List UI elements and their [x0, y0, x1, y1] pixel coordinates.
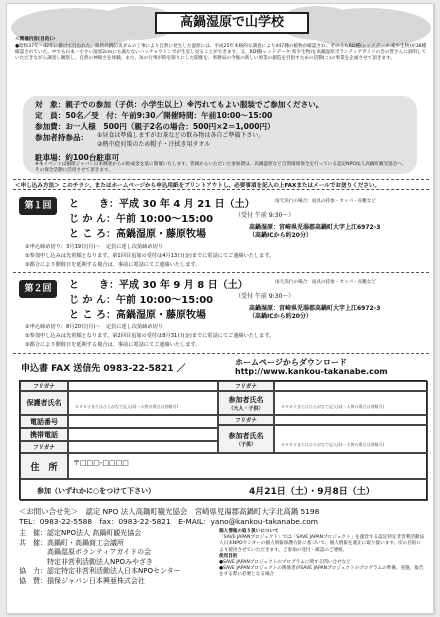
participant-child-title: 参加者氏名 [228, 431, 264, 440]
hint-text: カタカナまたはひらがなで記入(同一人物の場合は省略可) [281, 442, 385, 447]
fax-label: 申込書 FAX 送信先 0983-22-5821 ／ [21, 364, 186, 374]
session2-reception: （受付 午前 9:30～） [235, 293, 295, 300]
participant-child-sub: （子供） [235, 441, 256, 448]
intro-text: ●昭和37年～42年に掛けて行われた、県営高鍋防災ダムの工事により自然に発生した湿原には、平成25年本格的な調査により447種の植物が確認され、そのうちRD種(レッドデータ:希少生物)が38種確認されていた。中でも日本一小さい湿原2cmにも満たないハッチョウトンボが生息し見ることができます。又、RD種(レッドデータ:希少生物)を高鍋湿原ボランティアガイドの会の皆さんに説明していただきながら調査し観察し、自然の神秘さを体験。また、毎の行事が時を限りにした開催を、事務局の今後の新しい原業の創造を目指すための活動(こ)の事業を企画させて頂きます。 [15, 44, 427, 62]
mobile-label: 携帯電話 [20, 428, 68, 441]
guardian-label: 保護者氏名 [20, 391, 68, 415]
privacy-section [219, 529, 425, 579]
session2-address: 高鍋湿原：宮崎県児湯郡高鍋町大字上江6972-3 [249, 305, 381, 312]
session2-place: と こ ろ：高鍋湿原・藤原牧場 [69, 310, 206, 321]
furigana-child-field[interactable] [274, 415, 428, 425]
participant-adult-title: 参加者氏名 [228, 395, 264, 404]
session2-note-3: ③都合により開催日を延期する場合は、事前に電話にてご連絡いたします。 [25, 342, 201, 348]
guardian-name-field[interactable] [68, 391, 218, 415]
organizer-line: 協 賛：損保ジャパン日本興亜株式会社 [19, 576, 145, 585]
furigana-label-2: フリガナ [218, 381, 274, 391]
furigana-participant-field[interactable] [274, 381, 428, 391]
participant-adult-label [218, 391, 274, 415]
participation-dates[interactable]: 4月21日（土）・9月8日（土） [249, 487, 375, 497]
flyer-page [6, 3, 434, 614]
footnote-text: ※本イベントは損保ジャパン日本興亜からの助成金を基に開催いたします。皆様からいただいた参加費は、高鍋湿原など自然環境保全を行っている認定NPO法人高鍋町観光協会へ、その保全活動に活用させて頂きます。 [35, 162, 407, 174]
session2-note-1: ①申込締め切り：8月20日(月)～ 定員に達し次第締め切り [25, 324, 163, 330]
session2-time: じ か ん：午前 10:00～15:00 [69, 295, 214, 306]
inquiry-text: ＜お問い合せ先＞ 認定 NPO 法人高鍋町観光協会 宮崎県児湯郡高鍋町大字北高鍋 5198 [19, 507, 320, 516]
contact-section [19, 507, 427, 585]
address-label: 住 所 [20, 453, 68, 479]
bring-item-1: ①昼食は準備しますがお茶などの飲み物は各自ご準備下さい。 [97, 132, 265, 139]
postal-code: 〒□□□-□□□□ [73, 459, 129, 467]
download-url[interactable]: http://www.kankou-takanabe.com [235, 367, 388, 376]
organizer-line: 主 催：認定NPO法人 高鍋町観光協会 [19, 529, 142, 537]
organizer-list [19, 529, 215, 587]
session1-note-2: ②参加申し込みは先着順となります。第1回目追加の受付は4月13日(金)までに電話にてご連絡いたします。 [25, 253, 275, 259]
session1-note-3: ③都合により開催日を延期する場合は、事前に電話にてご連絡いたします。 [25, 262, 201, 268]
session1-reception: （受付 午前 9:30～） [235, 212, 295, 219]
organizer-line: 特定非営利活動法人NPOみやざき [19, 557, 153, 566]
tel-fax-text: TEL：0983-22-5588 fax：0983-22-5821 E-MAIL：yano@kankou-takanabe.com [19, 516, 318, 526]
mobile-field[interactable] [68, 428, 218, 441]
application-form [19, 380, 427, 500]
participation-row [20, 479, 428, 501]
furigana-guardian-field[interactable] [68, 381, 218, 391]
cut-line [13, 353, 429, 354]
privacy-use-1: ●SAVE JAPANプロジェクトのプログラムに関する問い合せなど [219, 560, 351, 566]
capacity-text: 定 員：50名／受 付：午前9:30／開催時間：午前10:00～15:00 [35, 111, 273, 120]
session1-badge: 第１回 [19, 197, 57, 215]
download-label: ホームページからダウンロード [235, 358, 347, 367]
session2-access: （高鍋ICから約20分） [249, 313, 312, 320]
furigana-label-4: フリガナ [20, 441, 68, 453]
session1-access: （高鍋ICから約20分） [249, 232, 312, 239]
session1-place: と こ ろ：高鍋湿原・藤原牧場 [69, 229, 206, 240]
phone-field[interactable] [68, 415, 218, 428]
bring-item-2: ②熱中症対策のため帽子・汗拭き用タオル [97, 141, 211, 148]
page-title: 高鍋湿原で山学校 [155, 12, 309, 34]
fee-text: 参加費：お一人様 500円（親子2名の場合：500円×2＝1,000円） [35, 122, 275, 131]
hint-text: カタカナまたはひらがなで記入(同一人物の場合は省略可) [281, 404, 385, 409]
participant-adult-sub: （大人・子供） [228, 405, 264, 412]
organizer-line: 高鍋湿原ボランティアガイドの会 [19, 548, 152, 557]
session1-date: と き：平成 30 年 4 月 21 日（土） [69, 199, 255, 210]
privacy-use-title: 使用目的 [219, 553, 238, 559]
organizer-line: 協 力：認定特定非営利活動法人日本NPOセンター [19, 567, 181, 576]
hint-text: カタカナまたはひらがなで記入(同一人物の場合は省略可) [75, 404, 179, 409]
session2-note-2: ②参加申し込みは先着順となります。第2回目追加の受付は8月31日(金)までに電話にてご連絡いたします。 [25, 333, 275, 339]
section-label: ＜開催内容(目的)＞ [15, 37, 56, 42]
bring-label: 参加者持参品： [35, 133, 89, 142]
session1-time: じ か ん：午前 10:00～15:00 [69, 214, 214, 225]
privacy-title: 個人情報の取り扱いについて [219, 529, 279, 534]
participant-adult-field[interactable] [274, 391, 428, 415]
participation-label: 参加（いずれかに○をつけて下さい） [37, 487, 156, 495]
privacy-text: 「SAVE JAPANプロジェクト」では「SAVE JAPANプロジェクト」を運営する認定特定非営利活動法人日本NPOセンターの個人情報保護方針に基づいて、個人情報を適正に取り扱います。次の目的により使用させていただきます。ご参加の受付・確認のご連絡。 [219, 535, 425, 553]
parking-text: 駐車場：約100台駐車可 [35, 153, 120, 162]
session2-badge: 第２回 [19, 280, 57, 298]
participant-child-label [218, 425, 274, 453]
apply-method-band [13, 179, 429, 190]
participant-child-field[interactable] [274, 425, 428, 453]
session1-rain-note: 雨天決行の場合：雨具の持参・カッパ・長靴など [275, 199, 377, 204]
privacy-use-2: ●SAVE JAPANプロジェクトの関係者がSAVE JAPANプロジェクトのプログラムの準備、実施、報告をする際に必要となる場合 [219, 566, 424, 578]
organizer-line: 共 催：高鍋町・高鍋商工会議所 [19, 538, 124, 547]
session2-rain-note: 雨天決行の場合：雨具の持参・カッパ・長靴など [275, 280, 377, 285]
phone-label: 電話番号 [20, 415, 68, 428]
furigana-label: フリガナ [20, 381, 68, 391]
target-text: 対 象：親子での参加（子供：小学生以上）※汚れてもよい服装でご参加ください。 [35, 100, 324, 109]
session1-note-1: ①申込締め切り：3月19日(月)～ 定員に達し次第締め切り [25, 244, 163, 250]
session2-date: と き：平成 30 年 9 月 8 日（土） [69, 280, 248, 291]
apply-method-text: ＜申し込み方法＞ このチラシ、またはホームページから申込用紙をプリントアウトし、必要事項を記入の上FAXまたはメールでお送りください。 [15, 183, 381, 189]
furigana-address-field[interactable] [68, 441, 218, 453]
address-field[interactable] [68, 453, 428, 479]
divider [13, 272, 429, 273]
furigana-label-3: フリガナ [218, 415, 274, 425]
session1-address: 高鍋湿原：宮崎県児湯郡高鍋町大字上江6972-3 [249, 224, 381, 231]
